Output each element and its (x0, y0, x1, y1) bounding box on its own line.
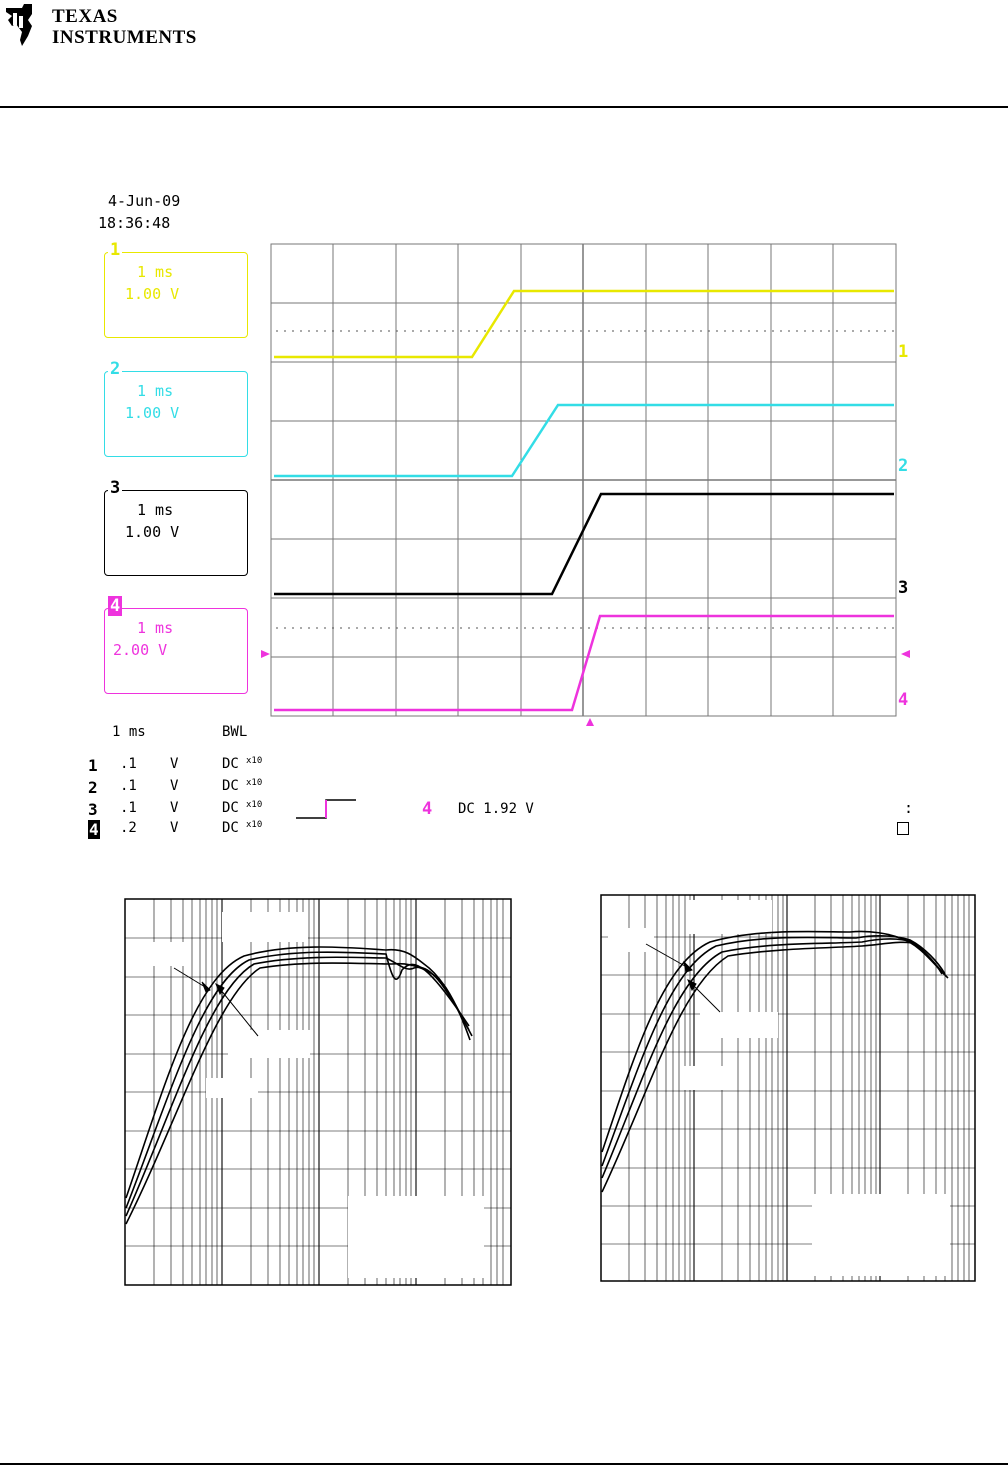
channel-4-volts: 2.00 V (113, 641, 168, 659)
coupling-row-3-num: 3 (88, 800, 98, 819)
plot-right (600, 894, 980, 1286)
coupling-row-4-coupling: DC (222, 820, 239, 836)
coupling-row-2-value: .1 (120, 778, 137, 794)
right-label-3: 3 (898, 578, 909, 598)
channel-2-tag: 2 (110, 359, 121, 379)
scope-time: 18:36:48 (98, 214, 171, 232)
coupling-row-4-value: .2 (120, 820, 137, 836)
footer-rule (0, 1463, 1008, 1465)
trace-channel-4 (274, 616, 894, 710)
trigger-channel: 4 (422, 799, 433, 819)
channel-box-2 (104, 371, 248, 457)
channel-4-timebase: 1 ms (137, 619, 174, 637)
trigger-level-marker-left (261, 650, 270, 658)
trace-channel-3 (274, 494, 894, 594)
bwl-indicator: BWL (222, 724, 248, 740)
channel-box-3 (104, 490, 248, 576)
coupling-row-1-probe: x10 (246, 756, 263, 766)
coupling-row-3-unit: V (170, 800, 179, 816)
coupling-row-1-num: 1 (88, 756, 98, 775)
coupling-row-1-coupling: DC (222, 756, 239, 772)
right-colon: : (904, 799, 914, 817)
logo-text-texas: TEXAS (52, 6, 118, 27)
coupling-row-3-coupling: DC (222, 800, 239, 816)
channel-1-volts: 1.00 V (125, 285, 180, 303)
trace-channel-1 (274, 291, 894, 357)
coupling-row-2-probe: x10 (246, 778, 263, 788)
trigger-edge-icon (294, 796, 364, 822)
square-indicator-icon (897, 822, 909, 835)
coupling-row-4-num: 4 (89, 820, 99, 839)
oscilloscope-screen (256, 236, 916, 726)
channel-4-tag: 4 (110, 596, 121, 616)
coupling-row-2-unit: V (170, 778, 179, 794)
channel-2-timebase: 1 ms (137, 382, 174, 400)
right-label-1: 1 (898, 342, 909, 362)
right-label-4: 4 (898, 690, 909, 710)
channel-3-tag: 3 (110, 478, 121, 498)
coupling-row-1-value: .1 (120, 756, 137, 772)
scope-date: 4-Jun-09 (108, 192, 181, 210)
trigger-level-marker-right (901, 650, 910, 658)
channel-1-timebase: 1 ms (137, 263, 174, 281)
trigger-position-marker (586, 718, 594, 726)
ti-logo-icon (2, 2, 48, 48)
timebase-summary: 1 ms (112, 724, 146, 740)
logo-text-instruments: INSTRUMENTS (52, 27, 197, 48)
coupling-row-4-probe: x10 (246, 820, 263, 830)
trigger-level: DC 1.92 V (458, 801, 534, 817)
ti-logo (2, 2, 197, 48)
coupling-row-1-unit: V (170, 756, 179, 772)
channel-3-timebase: 1 ms (137, 501, 174, 519)
scope-center-ticks (271, 244, 896, 716)
coupling-row-4-unit: V (170, 820, 179, 836)
coupling-row-3-value: .1 (120, 800, 137, 816)
channel-3-volts: 1.00 V (125, 523, 180, 541)
coupling-row-3-probe: x10 (246, 800, 263, 810)
channel-box-1 (104, 252, 248, 338)
coupling-row-2-coupling: DC (222, 778, 239, 794)
channel-2-volts: 1.00 V (125, 404, 180, 422)
right-label-2: 2 (898, 456, 909, 476)
coupling-row-2-num: 2 (88, 778, 98, 797)
header-rule (0, 106, 1008, 108)
channel-box-4 (104, 608, 248, 694)
trace-channel-2 (274, 405, 894, 476)
channel-1-tag: 1 (110, 240, 121, 260)
plot-left (124, 898, 516, 1290)
